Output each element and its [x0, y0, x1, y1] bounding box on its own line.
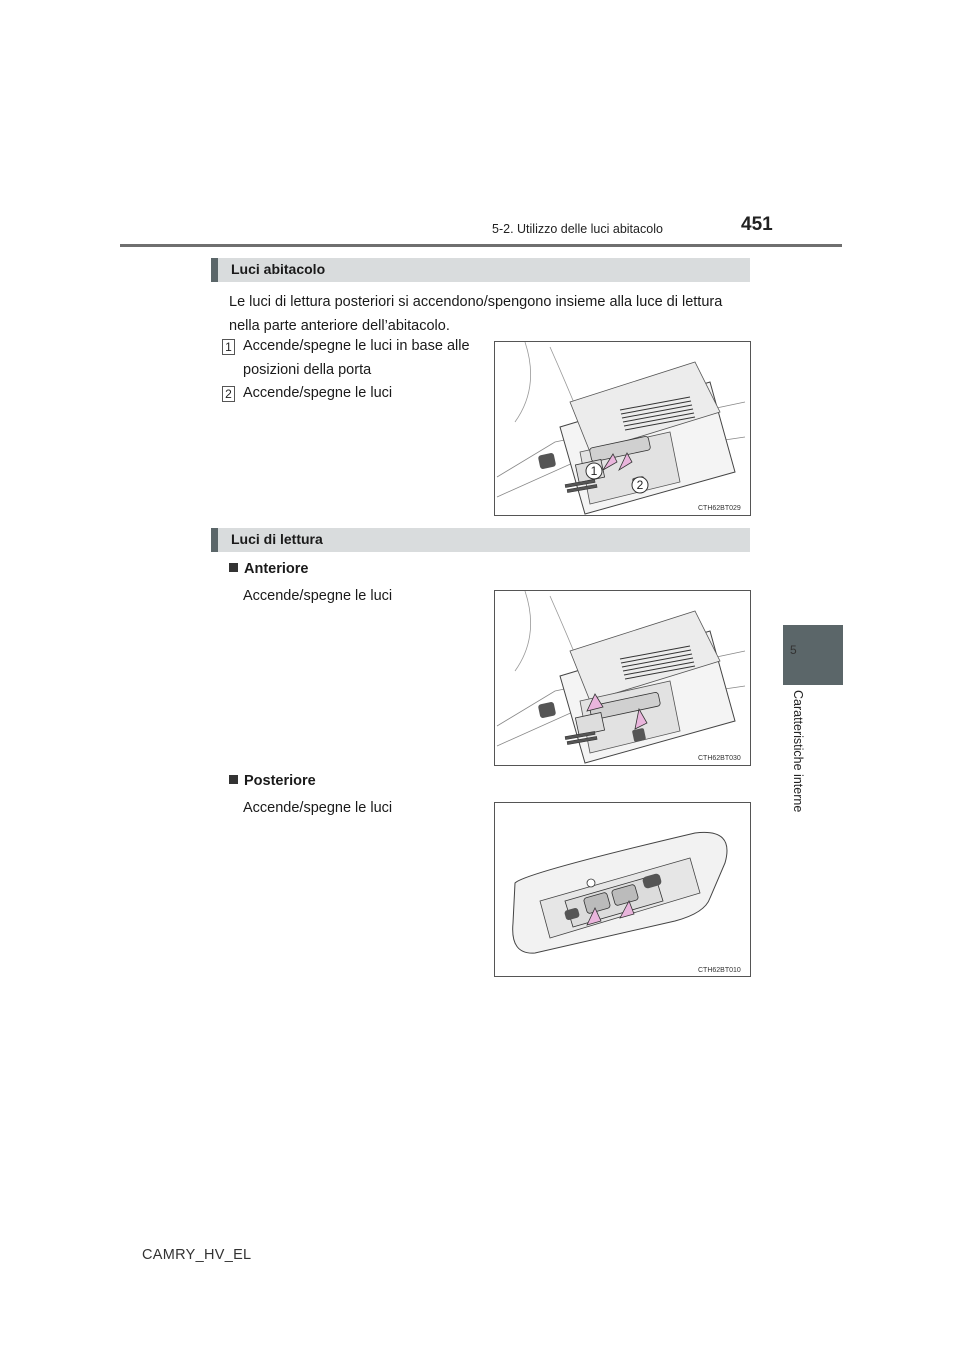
chapter-number: 5 — [790, 643, 797, 657]
figure-overhead-console-2 — [494, 590, 751, 766]
intro-line-1: Le luci di lettura posteriori si accendono/spengono insieme alla luce di lettura — [229, 294, 723, 310]
section-heading-luci-abitacolo — [211, 258, 750, 282]
chapter-label: Caratteristiche interne — [791, 690, 805, 813]
square-bullet-icon — [229, 775, 238, 784]
intro-line-2: nella parte anteriore dell’abitacolo. — [229, 318, 450, 334]
footer-doc-code: CAMRY_HV_EL — [142, 1247, 252, 1263]
intro-paragraph — [229, 290, 722, 338]
rear-reading-light-illustration — [495, 803, 750, 976]
header-rule — [120, 244, 842, 247]
subsection-title-anteriore — [229, 557, 308, 581]
section-heading-luci-di-lettura — [211, 528, 750, 552]
figure-code-3: CTH62BT010 — [698, 967, 741, 974]
figure-rear-console — [494, 802, 751, 977]
overhead-console-illustration — [495, 342, 750, 515]
item-2-text: Accende/spegne le luci — [243, 385, 393, 401]
subsection-title-posteriore — [229, 769, 316, 793]
item-1-line-2: posizioni della porta — [243, 362, 372, 378]
item-1-line-1: Accende/spegne le luci in base alle — [243, 338, 470, 354]
section-heading-text: Luci abitacolo — [231, 261, 326, 277]
anteriore-text: Accende/spegne le luci — [243, 588, 393, 604]
item-number-1: 1 — [222, 339, 235, 355]
callout-1: 1 — [590, 464, 598, 478]
figure-code-1: CTH62BT029 — [698, 505, 741, 512]
page-number: 451 — [741, 214, 773, 235]
figure-overhead-console-1 — [494, 341, 751, 516]
figure-code-2: CTH62BT030 — [698, 755, 741, 762]
front-reading-light-illustration — [495, 591, 750, 765]
section-heading-text-2: Luci di lettura — [231, 531, 323, 547]
square-bullet-icon — [229, 563, 238, 572]
item-number-2: 2 — [222, 386, 235, 402]
subsection-posteriore-label: Posteriore — [244, 773, 316, 789]
item-1-text — [243, 334, 470, 382]
callout-2: 2 — [636, 478, 644, 492]
posteriore-text: Accende/spegne le luci — [243, 800, 393, 816]
section-title: 5-2. Utilizzo delle luci abitacolo — [492, 222, 663, 236]
subsection-anteriore-label: Anteriore — [244, 561, 309, 577]
